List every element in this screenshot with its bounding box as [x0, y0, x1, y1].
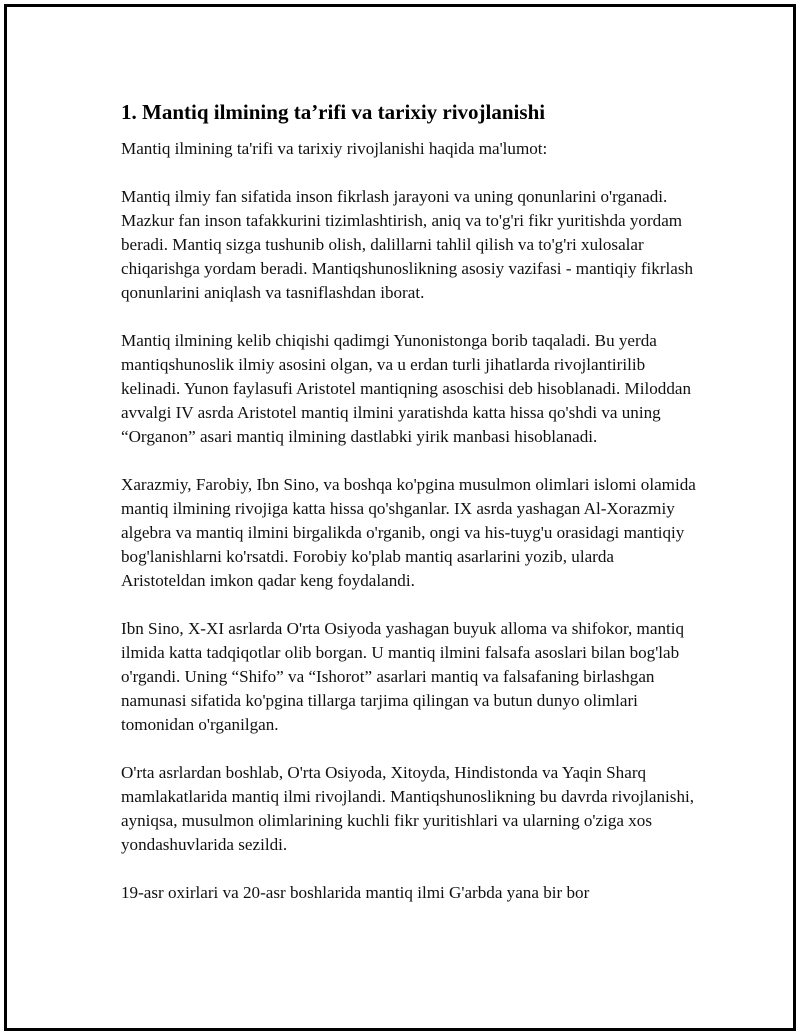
paragraph-ibn-sino: Ibn Sino, X-XI asrlarda O'rta Osiyoda yashagan buyuk alloma va shifokor, mantiq ilmida katta tadqiqotlar olib borgan. U mantiq ilmini falsafa asoslari bilan bog'lab o'rgandi. Uning “Shifo” va “Ishorot” asarlari mantiq va falsafaning birlashgan namunasi sifatida ko'pgina tillarga tarjima qilingan va butun dunyo olimlari tomonidan o'rganilgan. — [121, 619, 685, 734]
paragraph-middle-ages: O'rta asrlardan boshlab, O'rta Osiyoda, Xitoyda, Hindistonda va Yaqin Sharq mamlakatlarida mantiq ilmi rivojlandi. Mantiqshunoslikning bu davrda rivojlanishi, ayniqsa, musulmon olimlarining kuchli fikr yuritishlari va ularning o'ziga xos yondashuvlarida sezildi. — [121, 763, 695, 854]
paragraph-intro: Mantiq ilmining ta'rifi va tarixiy rivojlanishi haqida ma'lumot: — [121, 139, 548, 158]
paragraph-muslim-scholars: Xarazmiy, Farobiy, Ibn Sino, va boshqa ko'pgina musulmon olimlari islomi olamida mantiq ilmining rivojiga katta hissa qo'shganlar. IX asrda yashagan Al-Xorazmiy algebra va mantiq ilmini birgalikda o'rganib, ongi va his-tuyg'u orasidagi mantiqiy bog'lanishlarni ko'rsatdi. Forobiy ko'plab mantiq asarlarini yozib, ularda Aristoteldan imkon qadar keng foydalandi. — [121, 475, 696, 590]
page-frame — [4, 4, 796, 1031]
paragraph-definition: Mantiq ilmiy fan sifatida inson fikrlash jarayoni va uning qonunlarini o'rganadi. Mazkur fan inson tafakkurini tizimlashtirish, aniq va to'g'ri fikr yuritishda yordam beradi. Mantiq sizga tushunib olish, dalillarni tahlil qilish va to'g'ri xulosalar chiqarishga yordam beradi. Mantiqshunoslikning asosiy vazifasi - mantiqiy fikrlash qonunlarini aniqlash va tasniflashdan iborat. — [121, 187, 694, 302]
paragraph-modern-era: 19-asr oxirlari va 20-asr boshlarida mantiq ilmi G'arbda yana bir bor — [121, 883, 590, 902]
document-body — [121, 99, 701, 929]
section-heading: 1. Mantiq ilmining ta’rifi va tarixiy rivojlanishi — [121, 100, 546, 124]
paragraph-greek-origins: Mantiq ilmining kelib chiqishi qadimgi Yunonistonga borib taqaladi. Bu yerda mantiqshunoslik ilmiy asosini olgan, va u erdan turli jihatlarda rivojlantirilib kelinadi. Yunon faylasufi Aristotel mantiqning asoschisi deb hisoblanadi. Miloddan avvalgi IV asrda Aristotel mantiq ilmini yaratishda katta hissa qo'shdi va uning “Organon” asari mantiq ilmining dastlabki yirik manbasi hisoblanadi. — [121, 331, 692, 446]
